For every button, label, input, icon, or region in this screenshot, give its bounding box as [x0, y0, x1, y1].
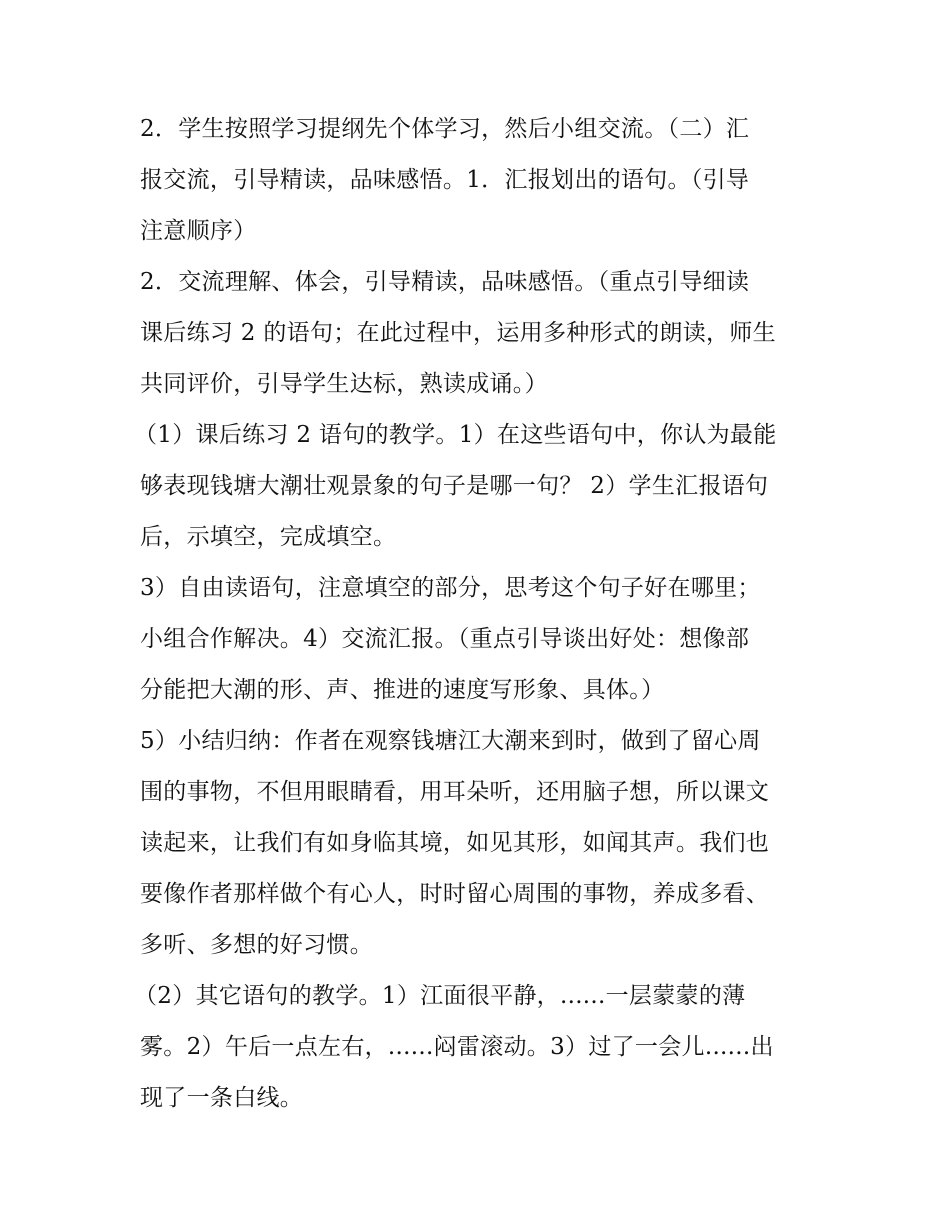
text-line: 5）小结归纳：作者在观察钱塘江大潮来到时，做到了留心周 [140, 728, 761, 754]
document-body [134, 104, 812, 1124]
text-line: 2．交流理解、体会，引导精读，品味感悟。（重点引导细读 [140, 269, 750, 295]
text-line: 注意顺序） [140, 218, 257, 244]
text-line: 2．学生按照学习提纲先个体学习，然后小组交流。（二）汇 [140, 116, 750, 142]
text-line: 雾。2）午后一点左右，......闷雷滚动。3）过了一会儿......出 [140, 1034, 774, 1060]
text-line: 课后练习 2 的语句；在此过程中，运用多种形式的朗读，师生 [140, 320, 776, 346]
text-line: 3）自由读语句，注意填空的部分，思考这个句子好在哪里； [140, 575, 761, 601]
text-line: 够表现钱塘大潮壮观景象的句子是哪一句？ 2）学生汇报语句 [140, 473, 769, 499]
text-line: 后，示填空，完成填空。 [140, 524, 397, 550]
text-line: 共同评价，引导学生达标，熟读成诵。） [140, 371, 548, 397]
text-line: 多听、多想的好习惯。 [140, 932, 373, 958]
text-line: 读起来，让我们有如身临其境，如见其形，如闻其声。我们也 [140, 830, 770, 856]
text-line: 现了一条白线。 [140, 1085, 304, 1111]
text-line: （1）课后练习 2 语句的教学。1）在这些语句中，你认为最能 [134, 422, 777, 448]
text-line: （2）其它语句的教学。1）江面很平静，......一层蒙蒙的薄 [134, 983, 746, 1009]
text-line: 要像作者那样做个有心人，时时留心周围的事物，养成多看、 [140, 881, 770, 907]
text-line: 报交流，引导精读，品味感悟。1．汇报划出的语句。（引导 [140, 167, 750, 193]
text-line: 分能把大潮的形、声、推进的速度写形象、具体。） [140, 677, 665, 703]
text-line: 小组合作解决。4）交流汇报。（重点引导谈出好处：想像部 [140, 626, 750, 652]
text-line: 围的事物，不但用眼睛看，用耳朵听，还用脑子想，所以课文 [140, 779, 770, 805]
